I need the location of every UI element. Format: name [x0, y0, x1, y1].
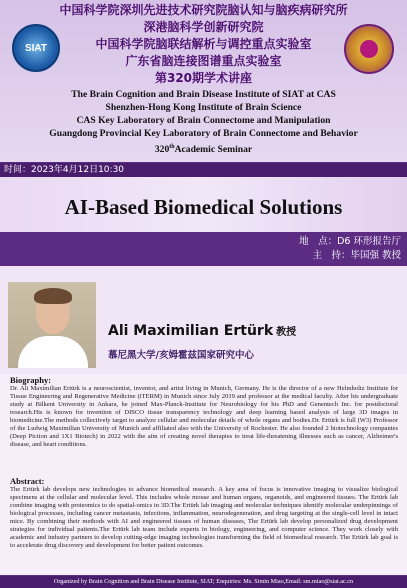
time-bar: [0, 163, 407, 177]
header-en-line-3: CAS Key Laboratory of Brain Connectome and Manipulation: [76, 115, 331, 126]
location-box: [0, 232, 407, 266]
host-text: 主 持：毕国强 教授: [312, 250, 401, 261]
biography-heading: Biography:: [10, 375, 52, 385]
header-cn-line-1: 中国科学院深圳先进技术研究院脑认知与脑疾病研究所: [59, 3, 348, 17]
header-cn-line-5: 第320期学术讲座: [154, 71, 253, 85]
speaker-name: [108, 322, 296, 342]
header-cn-line-2: 深港脑科学创新研究院: [143, 20, 264, 34]
speaker-photo: [8, 282, 96, 368]
seminar-number: [0, 142, 407, 155]
siat-logo-text: SIAT: [24, 43, 48, 54]
seminar-num: 320: [154, 144, 170, 156]
header-en-line-2: Shenzhen-Hong Kong Institute of Brain Science: [105, 102, 302, 113]
footer: Organized by Brain Cognition and Brain Disease Institute, SIAT; Enquiries: Ms. Simin Miao,Email: sm.miao@siat.ac.cn: [0, 576, 407, 588]
speaker-affiliation: 慕尼黑大学/亥姆霍兹国家研究中心: [108, 350, 254, 361]
seminar-time: 时间：2023年4月12日10:30: [4, 165, 125, 175]
seminar-rest: Academic Seminar: [174, 144, 253, 156]
photo-hair: [34, 288, 72, 304]
abstract-heading: Abstract:: [10, 476, 45, 486]
abstract-text: The Ertürk lab develops new technologies to advance biomedical research. A key area of focus is innovative imaging to visualize biological specimens at the cellular and molecular level. This includes whole mouse and human organs, organoids, and engineered tissues. The Ertürk lab combine imaging with proteomics to do spatial-omics in 3D.The Ertürk lab imaging and molecular techniques identify molecular underpinnings of biological processes, including cancer metastasis, infections, inflammation, neurodegeneration, and drug targeting at the single-cell level in intact mice. By combining their methods with AI and engineered tissues of human diseases, The Ertürk lab develop personalized drug development strategies for individual patients.The Ertürk lab team include experts in biology, engineering, and computer science. They work closely with academic and industry partners to develop cutting-edge imaging technologies transforming the field of biomedical research. The Ertürk lab goal is to accelerate drug discovery and development for better patient outcomes.: [10, 486, 398, 550]
header-en-line-1: The Brain Cognition and Brain Disease Institute of SIAT at CAS: [71, 89, 336, 100]
seminar-sup: th: [169, 144, 175, 150]
location-text: 地 点：D6 环形报告厅: [299, 236, 401, 247]
biography-text: Dr. Ali Maximilian Ertürk is a neuroscientist, inventor, and artist living in Munich, Germany. He is the director of a new Helmholtz Institute for Tissue Engineering and Regenerative Medicine (iTERM) in Munich since July 2019 and professor at the medical faculty. After his undergraduate study at Bilkent University in Ankara, he joined Max-Planck-Institute for Neurobiology for his PhD and Genentech Inc. for postdoctoral research.His is known for invention of DISCO tissue transparency technology and deep learning based analysis of large 3D images in biomedicine.The methods collectively target to analyze cellular and molecular details of whole organs and bodies.Dr. Ertürk is full (W3) Professor of the Ludwig Maximilian University of Munich and affiliated also with the University of Rochester. He also founded 2 biotechnology companies (Deep Piction and 1X1 Biotech) in 2022 with the aim of creating novel therapies to treat life-threatening illnesses such as cancer, Alzheimer's disease, and heart conditions.: [10, 385, 398, 449]
header-en-line-4: Guangdong Provincial Key Laboratory of Brain Connectome and Behavior: [49, 128, 358, 139]
header-cn-line-4: 广东省脑连接图谱重点实验室: [125, 54, 282, 68]
photo-shirt: [18, 336, 88, 368]
speaker-role: 教授: [276, 327, 297, 338]
speaker-name-text: Ali Maximilian Ertürk: [108, 323, 274, 339]
lecture-title: AI-Based Biomedical Solutions: [64, 195, 343, 219]
header-cn-line-3: 中国科学院脑联结解析与调控重点实验室: [95, 37, 312, 51]
